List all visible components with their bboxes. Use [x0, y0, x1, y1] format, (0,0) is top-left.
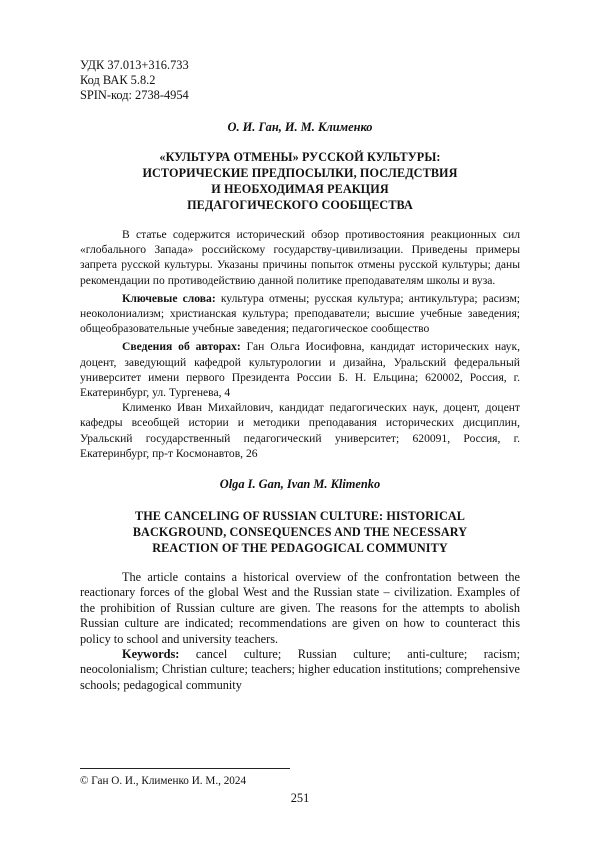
en-title	[80, 508, 520, 556]
en-keywords-text: cancel culture; Russian culture; anti-culture; racism; neocolonialism; Christian culture; teachers; higher education institutions; comprehensive schools; pedagogical community	[80, 647, 520, 692]
en-title-line: THE CANCELING OF RUSSIAN CULTURE: HISTORICAL	[134, 509, 466, 524]
ru-title	[80, 149, 520, 213]
udk-code: УДК 37.013+316.733	[80, 58, 189, 72]
ru-author-info-2: Клименко Иван Михайлович, кандидат педагогических наук, доцент, доцент кафедры всеобщей истории и методики преподавания исторических дисциплин, Уральский государственный педагогический университет; 620091, Россия, г. Екатеринбург, пр-т Космонавтов, 26	[80, 401, 520, 460]
ru-keywords-text: культура отмены; русская культура; антикультура; расизм; неоколониализм; христианская культура; преподаватели; высшие учебные заведения; общеобразовательные учебные заведения; педагогическое сообщество	[80, 291, 520, 336]
ru-title-line: «КУЛЬТУРА ОТМЕНЫ» РУССКОЙ КУЛЬТУРЫ:	[159, 150, 441, 164]
ru-authors: О. И. Ган, И. М. Клименко	[227, 120, 373, 134]
article-first-page	[80, 58, 520, 693]
footnote-divider	[80, 768, 290, 769]
ru-author-1-text: Ган Ольга Иосифовна, кандидат исторических наук, доцент, заведующий кафедрой культурологии и дизайна, Уральский федеральный университет имени первого Президента России Б. Н. Ельцина; 620002, Россия, г. Екатеринбург, ул. Тургенева, 4	[80, 340, 520, 400]
en-keywords	[80, 647, 520, 693]
vak-code: Код ВАК 5.8.2	[80, 73, 156, 87]
ru-keywords-label: Ключевые слова:	[122, 291, 216, 305]
en-title-line: REACTION OF THE PEDAGOGICAL COMMUNITY	[152, 541, 448, 556]
ru-abstract: В статье содержится исторический обзор противостояния реакционных сил «глобального Запада» российскому государству-цивилизации. Приведены примеры запрета русской культуры. Указаны причины попыток отмены русской культуры; даны рекомендации по противодействию данной политике преподавателям школы и вуза.	[80, 228, 520, 287]
en-title-line: BACKGROUND, CONSEQUENCES AND THE NECESSARY	[132, 525, 468, 540]
ru-author-info-1	[80, 339, 520, 400]
page-number: 251	[290, 791, 310, 805]
ru-title-line: ПЕДАГОГИЧЕСКОГО СООБЩЕСТВА	[187, 198, 413, 212]
en-abstract: The article contains a historical overview of the confrontation between the reactionary forces of the global West and the Russian state – civilization. Examples of the prohibition of Russian culture are given. The reasons for the attempts to abolish Russian culture are indicated; recommendations are given on how to counteract this policy to school and university teachers.	[80, 570, 520, 646]
ru-title-line: ИСТОРИЧЕСКИЕ ПРЕДПОСЫЛКИ, ПОСЛЕДСТВИЯ	[142, 166, 458, 180]
en-keywords-label: Keywords:	[122, 647, 180, 662]
ru-keywords	[80, 291, 520, 337]
copyright-footnote: © Ган О. И., Клименко И. М., 2024	[80, 775, 247, 787]
ru-title-line: И НЕОБХОДИМАЯ РЕАКЦИЯ	[211, 182, 389, 196]
spin-code: SPIN-код: 2738-4954	[80, 88, 189, 102]
ru-author-info-label: Сведения об авторах:	[122, 340, 241, 354]
en-authors: Olga I. Gan, Ivan M. Klimenko	[219, 477, 381, 492]
